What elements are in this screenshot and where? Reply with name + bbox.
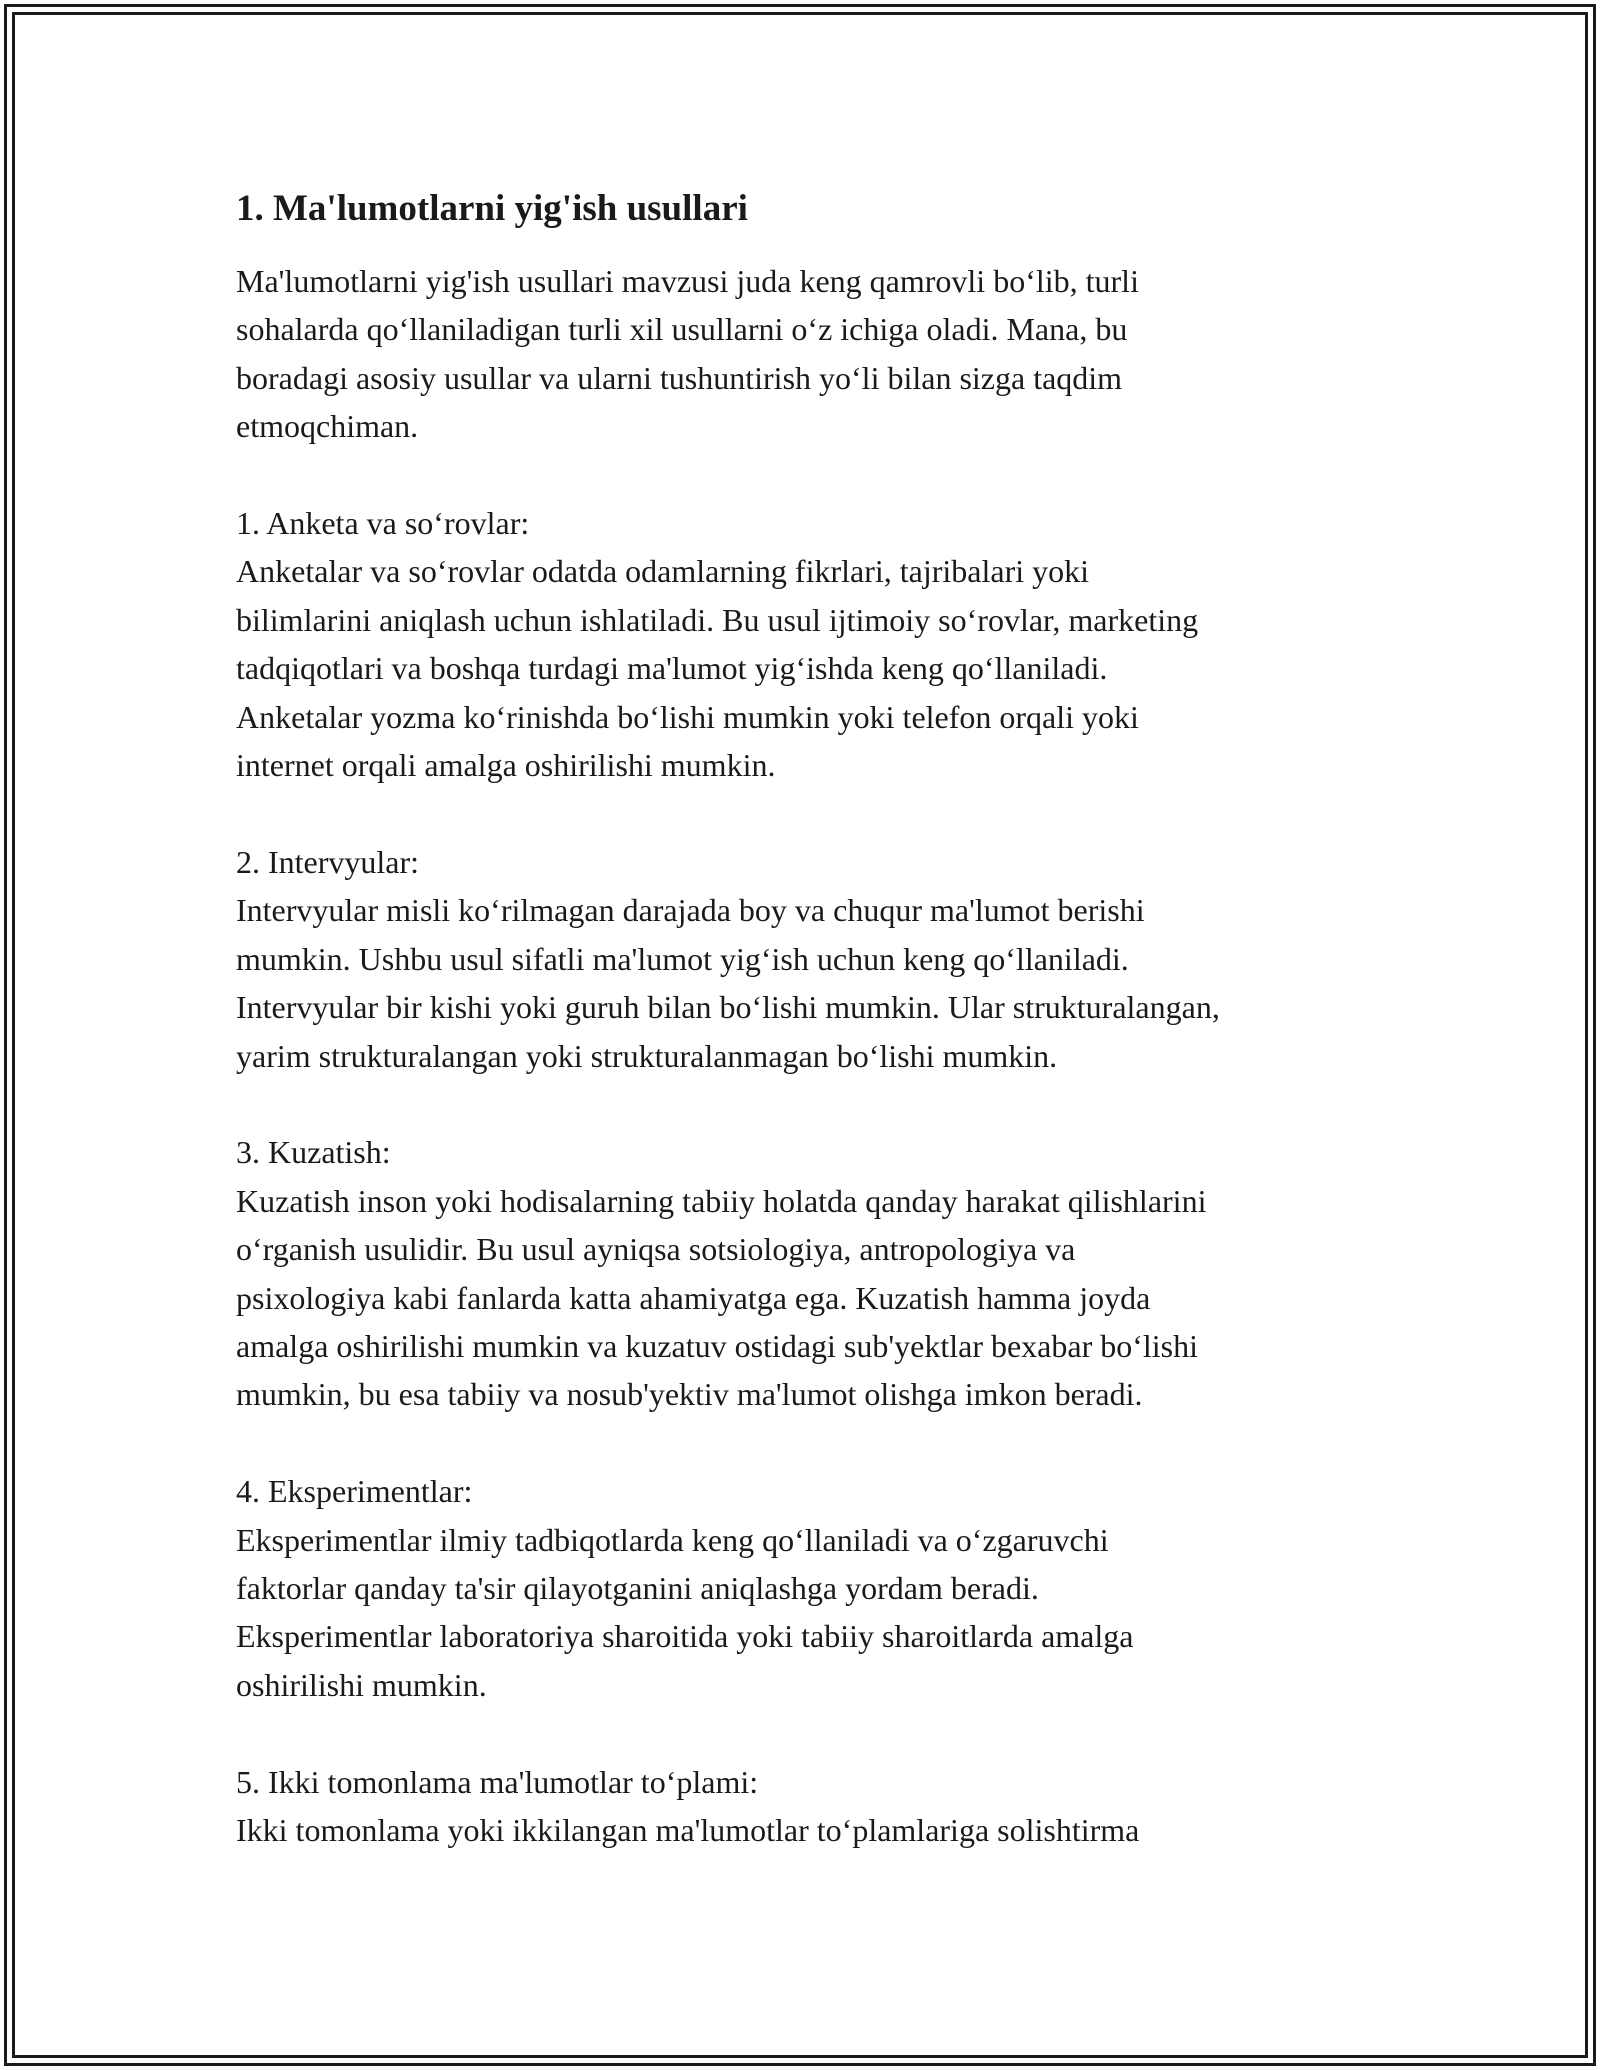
section-heading-intervyular: 2. Intervyular:: [236, 843, 420, 880]
intro-paragraph: Ma'lumotlarni yig'ish usullari mavzusi juda keng qamrovli bo‘lib, turli sohalarda qo‘llaniladigan turli xil usullarni o‘z ichiga oladi. Mana, bu boradagi asosiy usullar va ularni tushuntirish yo‘li bilan sizga taqdim etmoqchiman.: [236, 263, 1139, 445]
section-spacer: [236, 789, 1386, 837]
section-spacer: [236, 451, 1386, 499]
section-body-eksperimentlar: Eksperimentlar ilmiy tadbiqotlarda keng qo‘llaniladi va o‘zgaruvchi faktorlar qanday ta'sir qilayotganini aniqlashga yordam beradi. Eksperimentlar laboratoriya sharoitida yoki tabiiy sharoitlarda amalga oshirilishi mumkin.: [236, 1521, 1134, 1703]
section-heading-kuzatish: 3. Kuzatish:: [236, 1134, 391, 1171]
section-heading-eksperimentlar: 4. Eksperimentlar:: [236, 1473, 473, 1510]
section-spacer: [236, 1080, 1386, 1128]
document-title: 1. Ma'lumotlarni yig'ish usullari: [236, 188, 748, 229]
section-body-ikki-tomonlama: Ikki tomonlama yoki ikkilangan ma'lumotlar to‘plamlariga solishtirma: [236, 1812, 1140, 1848]
section-heading-anketa: 1. Anketa va so‘rovlar:: [236, 505, 530, 542]
section-body-intervyular: Intervyular misli ko‘rilmagan darajada boy va chuqur ma'lumot berishi mumkin. Ushbu usul sifatli ma'lumot yig‘ish uchun keng qo‘llaniladi. Intervyular bir kishi yoki guruh bilan bo‘lishi mumkin. Ular strukturalangan, yarim strukturalangan yoki strukturalanmagan bo‘lishi mumkin.: [236, 892, 1220, 1074]
section-body-anketa: Anketalar va so‘rovlar odatda odamlarning fikrlari, tajribalari yoki bilimlarini aniqlash uchun ishlatiladi. Bu usul ijtimoiy so‘rovlar, marketing tadqiqotlari va boshqa turdagi ma'lumot yig‘ishda keng qo‘llaniladi. Anketalar yozma ko‘rinishda bo‘lishi mumkin yoki telefon orqali yoki internet orqali amalga oshirilishi mumkin.: [236, 553, 1199, 784]
document-body: [236, 185, 1386, 1854]
section-body-kuzatish: Kuzatish inson yoki hodisalarning tabiiy holatda qanday harakat qilishlarini o‘rganish usulidir. Bu usul ayniqsa sotsiologiya, antropologiya va psixologiya kabi fanlarda katta ahamiyatga ega. Kuzatish hamma joyda amalga oshirilishi mumkin va kuzatuv ostidagi sub'yektlar bexabar bo‘lishi mumkin, bu esa tabiiy va nosub'yektiv ma'lumot olishga imkon beradi.: [236, 1182, 1207, 1413]
section-heading-ikki-tomonlama: 5. Ikki tomonlama ma'lumotlar to‘plami:: [236, 1763, 759, 1800]
section-spacer: [236, 1709, 1386, 1757]
section-spacer: [236, 1419, 1386, 1467]
